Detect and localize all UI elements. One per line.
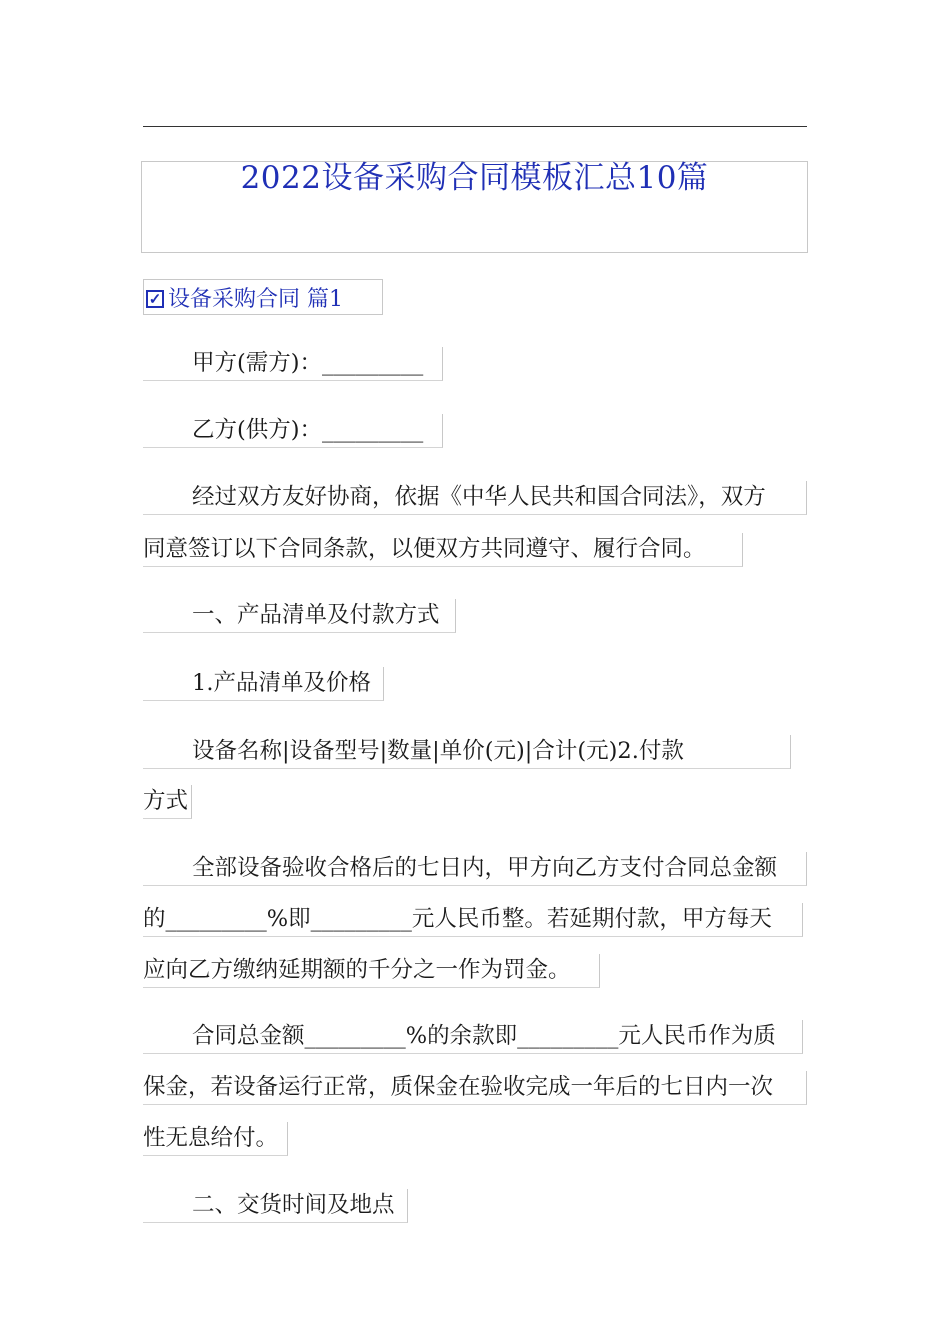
- paragraph-line: 应向乙方缴纳延期额的千分之一作为罚金。: [143, 954, 600, 988]
- checkbox-icon[interactable]: ✓: [146, 290, 164, 308]
- top-rule: [143, 126, 807, 127]
- paragraph-line: 设备名称|设备型号|数量|单价(元)|合计(元)2.付款: [143, 735, 791, 769]
- paragraph-line: 保金，若设备运行正常，质保金在验收完成一年后的七日内一次: [143, 1071, 807, 1105]
- section-one-heading: 一、产品清单及付款方式: [143, 599, 456, 633]
- paragraph-line: 同意签订以下合同条款，以便双方共同遵守、履行合同。: [143, 533, 743, 567]
- subsection-heading: 1.产品清单及价格: [143, 667, 384, 701]
- paragraph-line: 的_________%即_________元人民币整。若延期付款，甲方每天: [143, 903, 803, 937]
- section-heading[interactable]: [143, 279, 383, 315]
- paragraph-line: 方式: [143, 785, 192, 819]
- party-a-line: 甲方(需方)：_________: [143, 347, 443, 381]
- paragraph-line: 全部设备验收合格后的七日内，甲方向乙方支付合同总金额: [143, 852, 807, 886]
- paragraph-line: 经过双方友好协商，依据《中华人民共和国合同法》，双方: [143, 481, 807, 515]
- document-title: 2022设备采购合同模板汇总10篇: [240, 160, 709, 196]
- party-b-line: 乙方(供方)：_________: [143, 414, 443, 448]
- section-two-heading: 二、交货时间及地点: [143, 1189, 408, 1223]
- paragraph-line: 合同总金额_________%的余款即_________元人民币作为质: [143, 1020, 803, 1054]
- section-heading-label: 设备采购合同 篇1: [168, 286, 343, 312]
- paragraph-line: 性无息给付。: [143, 1122, 288, 1156]
